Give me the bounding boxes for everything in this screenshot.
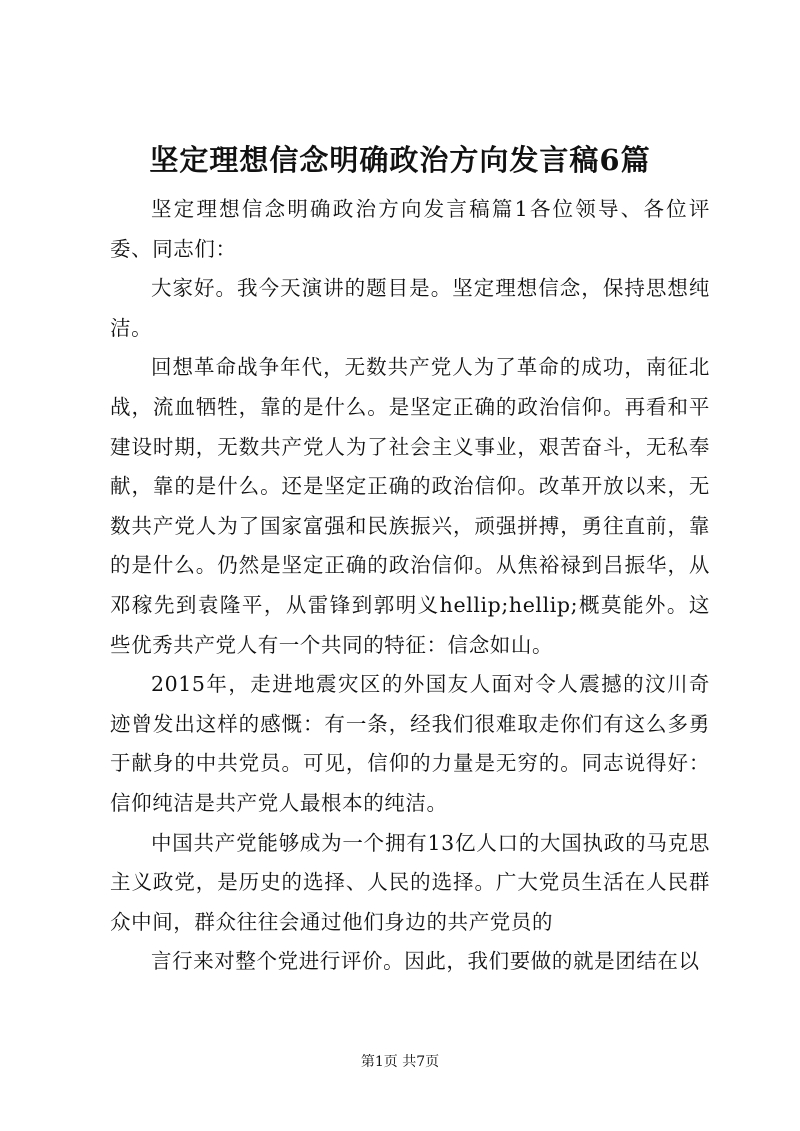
document-title: 坚定理想信念明确政治方向发言稿6篇 (149, 143, 651, 177)
paragraph-4: 2015年，走进地震灾区的外国友人面对令人震撼的汶川奇迹曾发出这样的感慨：有一条，经我们很难取走你们有这么多勇于献身的中共党员。可见，信仰的力量是无穷的。同志说得好：信仰纯洁是共产党人最根本的纯洁。 (110, 672, 710, 815)
paragraph-3: 回想革命战争年代，无数共产党人为了革命的成功，南征北战，流血牺牲，靠的是什么。是坚定正确的政治信仰。再看和平建设时期，无数共产党人为了社会主义事业，艰苦奋斗，无私奉献，靠的是什么。还是坚定正确的政治信仰。改革开放以来，无数共产党人为了国家富强和民族振兴，顽强拼搏，勇往直前，靠的是什么。仍然是坚定正确的政治信仰。从焦裕禄到吕振华，从邓稼先到袁隆平，从雷锋到郭明义hellip;hellip;概莫能外。这些优秀共产党人有一个共同的特征：信念如山。 (110, 355, 710, 657)
paragraph-2: 大家好。我今天演讲的题目是。坚定理想信念，保持思想纯洁。 (110, 276, 710, 340)
document-body (110, 190, 710, 982)
paragraph-5: 中国共产党能够成为一个拥有13亿人口的大国执政的马克思主义政党，是历史的选择、人民的选择。广大党员生活在人民群众中间，群众往往会通过他们身边的共产党员的 (110, 830, 710, 934)
paragraph-6: 言行来对整个党进行评价。因此，我们要做的就是团结在以 (151, 949, 700, 974)
paragraph-1: 坚定理想信念明确政治方向发言稿篇1各位领导、各位评委、同志们： (110, 197, 710, 261)
page-footer: 第1页 共7页 (360, 1054, 440, 1070)
